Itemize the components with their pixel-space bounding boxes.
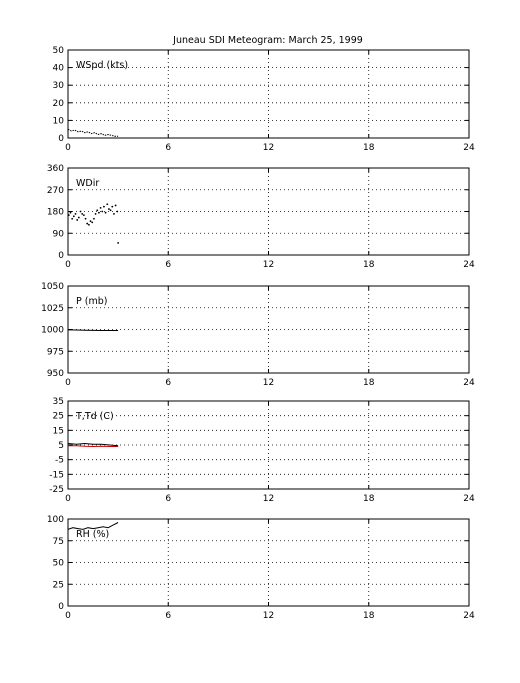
data-point [70,212,72,214]
y-tick-label: 25 [52,580,64,591]
data-point [88,224,90,226]
x-tick-label: 0 [65,378,71,388]
data-point [103,206,105,208]
data-point [80,211,82,213]
data-point [100,207,102,209]
data-point [96,209,98,211]
y-tick-label: 0 [58,602,64,612]
data-point [91,221,93,223]
panel-label: P (mb) [76,296,108,307]
panel-3 [41,282,475,388]
data-point [86,223,88,225]
data-point [117,242,119,244]
panel-label: WDir [76,178,100,189]
x-tick-label: 6 [165,260,172,270]
x-tick-label: 18 [363,378,375,388]
x-tick-label: 18 [363,143,375,153]
data-point [71,218,73,220]
data-point [93,218,95,220]
y-tick-label: 25 [52,411,64,422]
y-tick-label: 100 [46,515,64,525]
x-tick-label: 12 [262,143,275,153]
y-tick-label: 20 [52,98,64,109]
x-tick-label: 24 [463,494,475,504]
data-point [98,212,100,214]
y-tick-label: 0 [58,134,64,144]
data-point [78,217,80,219]
x-tick-label: 12 [262,378,275,388]
y-tick-label: 1000 [41,325,64,336]
data-point [101,211,103,213]
x-tick-label: 0 [65,611,71,621]
data-point [73,215,75,217]
x-tick-label: 0 [65,494,71,504]
data-point [110,209,112,211]
x-tick-label: 24 [463,378,475,388]
y-tick-label: -15 [49,470,64,481]
data-point [76,219,78,221]
panel-2 [47,164,475,270]
y-tick-label: 75 [52,536,64,547]
y-tick-label: 50 [52,558,64,569]
data-point [75,213,77,215]
y-tick-label: 270 [46,185,64,196]
y-tick-label: 1050 [41,282,64,292]
y-tick-label: 90 [52,229,64,240]
y-tick-label: 50 [52,46,64,56]
data-point [95,213,97,215]
x-tick-label: 6 [165,494,172,504]
y-tick-label: 10 [52,116,64,127]
data-point [116,211,118,213]
x-tick-label: 6 [165,378,172,388]
panel-5 [47,515,475,621]
x-tick-label: 24 [463,143,475,153]
data-point [105,212,107,214]
y-tick-label: 1025 [41,303,64,314]
data-point [68,214,70,216]
panel-1 [53,46,475,153]
y-tick-label: -5 [55,455,64,466]
y-tick-label: 975 [46,347,64,358]
panel-label: T,Td (C) [76,411,114,422]
y-tick-label: 180 [46,207,64,218]
y-tick-label: 950 [46,369,64,379]
data-point [85,218,87,220]
y-tick-label: 35 [52,397,64,407]
y-tick-label: 30 [52,81,64,92]
y-tick-label: -25 [49,485,64,495]
data-point [115,205,117,207]
data-point [83,214,85,216]
data-point [108,208,110,210]
x-tick-label: 12 [262,611,275,621]
x-tick-label: 24 [463,260,475,270]
panels [41,46,475,621]
y-tick-label: 5 [58,441,64,451]
panel-label: RH (%) [76,529,110,540]
data-point [90,220,92,222]
y-tick-label: 360 [46,164,64,174]
x-tick-label: 0 [65,143,71,153]
data-point [111,206,113,208]
x-tick-label: 12 [262,260,275,270]
panel-4 [49,397,475,504]
data-point [106,203,108,205]
data-point [113,213,115,215]
x-tick-label: 18 [363,611,375,621]
y-tick-label: 40 [52,63,64,74]
x-tick-label: 18 [363,260,375,270]
x-tick-label: 6 [165,143,172,153]
x-tick-label: 0 [65,260,71,270]
x-tick-label: 6 [165,611,172,621]
x-tick-label: 18 [363,494,375,504]
y-tick-label: 0 [58,251,64,261]
figure-title: Juneau SDI Meteogram: March 25, 1999 [173,35,363,46]
x-tick-label: 24 [463,611,475,621]
y-tick-label: 15 [52,426,64,437]
panel-label: WSpd (kts) [76,60,129,71]
data-point [81,213,83,215]
x-tick-label: 12 [262,494,275,504]
